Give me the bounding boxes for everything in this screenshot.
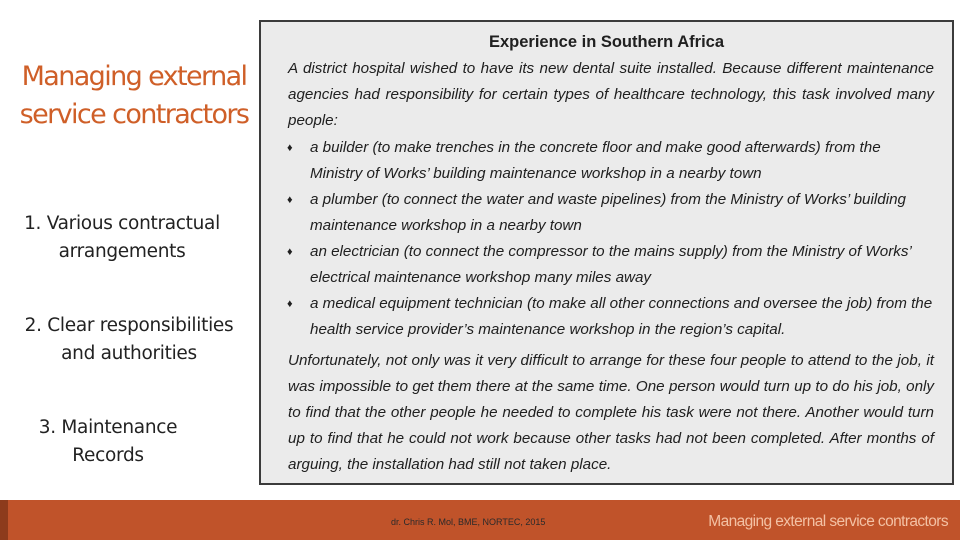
bullet-item-builder [285,135,935,187]
slide-title: Managing external service contractors [19,61,249,130]
diamond-bullet-icon: ♦ [287,298,293,310]
footer-accent [0,500,8,540]
diamond-bullet-icon: ♦ [287,246,293,258]
footer-credit: dr. Chris R. Mol, BME, NORTEC, 2015 [391,517,546,527]
case-study-bullet-list [285,135,935,343]
case-study-conclusion: Unfortunately, not only was it very difficult to arrange for these four people to attend to the job, it was impossible to get them there at the same time. One person would turn up to do his job, only to find that the other people he needed to complete his task were not there. Another would turn up to find that he could not work because other tasks had not been completed. After months of arguing, the installation had still not taken place. [288,352,934,473]
diamond-bullet-icon: ♦ [287,142,293,154]
list-item-label: 1. Various contractual arrangements [24,213,220,262]
footer-title: Managing external service contractors [708,513,948,530]
list-item-label: 3. Maintenance Records [38,417,178,466]
diamond-bullet-icon: ♦ [287,194,293,206]
bullet-text: a medical equipment technician (to make all other connections and oversee the job) from the health service provider’s maintenance workshop in the region’s capital. [310,295,933,338]
bullet-text: a builder (to make trenches in the concrete floor and make good afterwards) from the Ministry of Works’ building maintenance workshop in a nearby town [310,139,881,182]
case-study-title: Experience in Southern Africa [488,33,725,51]
case-study-intro: A district hospital wished to have its new dental suite installed. Because different maintenance agencies had responsibility for certain types of healthcare technology, this task involved many people: [288,60,934,129]
bullet-text: a plumber (to connect the water and waste pipelines) from the Ministry of Works’ building maintenance workshop in a nearby town [310,191,906,234]
bullet-item-technician [285,291,935,343]
bullet-text: an electrician (to connect the compressor to the mains supply) from the Ministry of Works’ electrical maintenance workshop many miles away [310,243,911,286]
list-item-responsibilities [10,312,248,368]
list-item-maintenance-records [10,414,206,470]
bullet-item-plumber [285,187,935,239]
case-study-box [259,20,954,485]
bullet-item-electrician [285,239,935,291]
list-item-label: 2. Clear responsibilities and authorities [24,315,234,364]
list-item-contractual-arrangements [8,210,236,266]
